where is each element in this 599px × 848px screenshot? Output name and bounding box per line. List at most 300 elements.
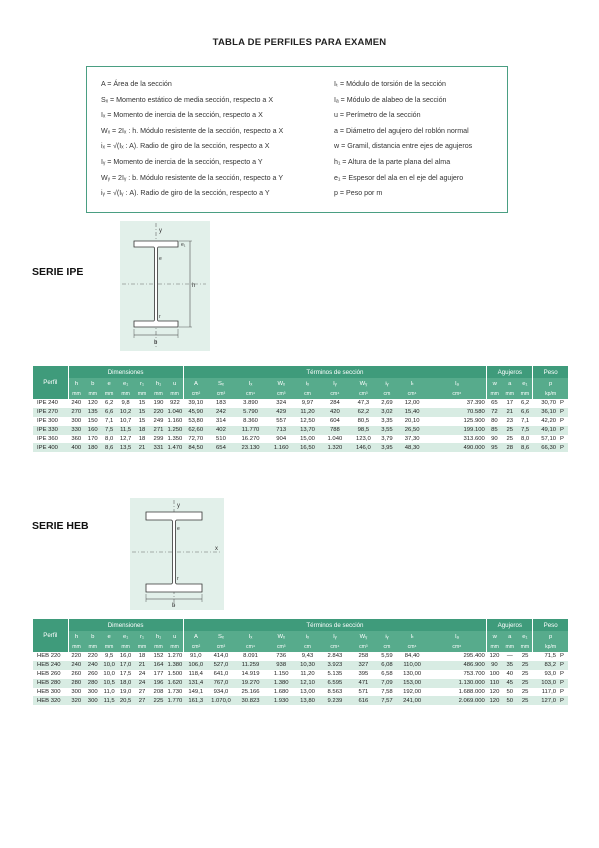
table-cell: P	[558, 426, 568, 435]
table-cell: 5,59	[377, 652, 397, 661]
table-cell: 3,79	[377, 435, 397, 444]
table-row	[33, 417, 568, 426]
table-cell: 13,70	[295, 426, 320, 435]
table-cell: P	[558, 417, 568, 426]
column-symbol: h	[68, 631, 84, 642]
table-cell: 90	[487, 435, 502, 444]
table-cell: 45,90	[183, 408, 208, 417]
table-cell: 95	[487, 443, 502, 452]
column-symbol: r₁	[134, 631, 150, 642]
column-symbol: a	[502, 631, 517, 642]
table-cell: 127,0	[533, 696, 558, 705]
table-cell: 50	[502, 688, 517, 697]
table-cell: 331	[150, 443, 166, 452]
table-cell: 753.700	[427, 670, 486, 679]
column-unit: cm²	[183, 389, 208, 399]
table-cell: 220	[150, 408, 166, 417]
col-header-perfil: Perfil	[33, 619, 68, 652]
table-cell: 24	[134, 679, 150, 688]
table-cell: 11,5	[101, 696, 117, 705]
table-cell: 5.135	[320, 670, 350, 679]
table-cell: 123,0	[350, 435, 377, 444]
table-row	[33, 408, 568, 417]
table-cell: 14.919	[234, 670, 268, 679]
table-cell: 3,35	[377, 417, 397, 426]
table-cell: 19.270	[234, 679, 268, 688]
table-cell: 284	[320, 399, 350, 408]
table-cell: 6,2	[517, 399, 532, 408]
table-cell: 150	[85, 417, 101, 426]
column-symbol: Iₓ	[234, 378, 268, 389]
table-cell: 6.595	[320, 679, 350, 688]
table-cell: 18	[134, 652, 150, 661]
table-cell: 12,00	[397, 399, 428, 408]
table-cell: 146,0	[350, 443, 377, 452]
table-cell: P	[558, 408, 568, 417]
table-cell: 8.360	[234, 417, 268, 426]
legend-item: Iᵧ = Momento de inercia de la sección, respecto a Y	[101, 157, 263, 166]
table-cell: 83,2	[533, 661, 558, 670]
table-cell: 17,5	[117, 670, 133, 679]
table-cell: P	[558, 443, 568, 452]
table-cell: 25	[502, 426, 517, 435]
column-symbol: Iₐ	[427, 631, 486, 642]
table-cell: 300	[68, 688, 84, 697]
table-cell: 30.823	[234, 696, 268, 705]
table-cell: 47,3	[350, 399, 377, 408]
table-cell: 106,0	[183, 661, 208, 670]
table-cell: 19,0	[117, 688, 133, 697]
table-cell: 1.150	[268, 670, 295, 679]
table-cell: 904	[268, 435, 295, 444]
table-row	[33, 696, 568, 705]
table-cell: 7,58	[377, 688, 397, 697]
table-cell: 1.930	[268, 696, 295, 705]
column-unit: mm	[517, 389, 532, 399]
table-cell: 3.890	[234, 399, 268, 408]
table-cell: 118,4	[183, 670, 208, 679]
column-symbol: iᵧ	[377, 378, 397, 389]
legend-item: a = Diámetro del agujero del roblón normal	[334, 126, 469, 135]
table-cell: 152	[150, 652, 166, 661]
table-cell: 13,00	[295, 688, 320, 697]
table-cell: 62,60	[183, 426, 208, 435]
table-cell: P	[558, 661, 568, 670]
table-cell: P	[558, 688, 568, 697]
table-cell: 10,30	[295, 661, 320, 670]
table-cell: 300	[68, 417, 84, 426]
column-symbol: e₁	[117, 378, 133, 389]
table-cell: 1.680	[268, 688, 295, 697]
table-cell: 103,0	[533, 679, 558, 688]
table-cell: 299	[150, 435, 166, 444]
column-symbol: Wₓ	[268, 631, 295, 642]
diagram-label: e₁	[181, 242, 186, 248]
table-cell: 5.790	[234, 408, 268, 417]
profile-name: HEB 240	[33, 661, 68, 670]
table-cell: 7,5	[101, 426, 117, 435]
column-symbol: w	[487, 378, 502, 389]
column-unit: mm	[68, 642, 84, 652]
table-cell: 1.040	[167, 409, 183, 416]
column-symbol: p	[533, 631, 568, 642]
table-cell: 240	[68, 661, 84, 670]
table-cell: 45	[502, 679, 517, 688]
table-cell: 6,2	[101, 399, 117, 408]
column-symbol: A	[183, 378, 208, 389]
ipe-profile-diagram	[120, 221, 210, 351]
table-cell: 160	[85, 426, 101, 435]
table-cell: 420	[320, 408, 350, 417]
legend-item: Iₜ = Módulo de torsión de la sección	[334, 80, 446, 88]
column-symbol: Sₓ	[208, 631, 233, 642]
legend-item: e₁ = Espesor del ala en el eje del agujero	[334, 173, 464, 182]
profile-name: HEB 300	[33, 688, 68, 697]
table-row	[33, 435, 568, 444]
group-header-section-terms: Términos de sección	[183, 366, 487, 378]
column-unit: cm	[295, 389, 320, 399]
table-cell: 1.270	[167, 653, 183, 660]
table-cell: 9,97	[295, 399, 320, 408]
table-cell: 10,5	[101, 679, 117, 688]
column-symbol: Wᵧ	[350, 378, 377, 389]
table-cell: 225	[150, 696, 166, 705]
column-symbol: A	[183, 631, 208, 642]
table-cell: P	[558, 679, 568, 688]
column-symbol: e₁	[517, 631, 532, 642]
column-symbol: Iᵧ	[320, 378, 350, 389]
ipe-section-title: SERIE IPE	[32, 266, 84, 278]
table-cell: 66,30	[533, 443, 558, 452]
page-title: TABLA DE PERFILES PARA EXAMEN	[212, 37, 387, 48]
table-cell: 11.259	[234, 661, 268, 670]
profile-name: HEB 320	[33, 696, 68, 705]
table-cell: 50	[502, 696, 517, 705]
profile-name: IPE 400	[33, 443, 68, 452]
table-cell: 9.239	[320, 696, 350, 705]
profile-name: IPE 330	[33, 426, 68, 435]
column-unit: cm⁶	[427, 642, 486, 652]
table-cell: 15	[134, 399, 150, 408]
column-unit: mm	[487, 389, 502, 399]
table-cell: 10,2	[117, 408, 133, 417]
column-symbol: b	[85, 378, 101, 389]
table-cell: 72,70	[183, 435, 208, 444]
column-symbol: Wᵧ	[350, 631, 377, 642]
table-cell: 100	[487, 670, 502, 679]
table-cell: 922	[167, 399, 183, 408]
heb-section-title: SERIE HEB	[32, 520, 89, 532]
profile-name: IPE 300	[33, 417, 68, 426]
table-cell: 1.350	[167, 436, 183, 442]
table-cell: P	[558, 696, 568, 705]
table-cell: 190	[150, 399, 166, 408]
column-unit: cm³	[268, 642, 295, 652]
table-cell: 9,8	[117, 399, 133, 408]
table-row	[33, 661, 568, 670]
heb-profile-diagram	[130, 498, 224, 610]
profile-name: IPE 240	[33, 399, 68, 408]
table-cell: 84,40	[397, 652, 428, 661]
table-cell: 1.620	[167, 680, 183, 687]
diagram-label: r	[177, 576, 179, 582]
table-cell: 220	[85, 652, 101, 661]
table-cell: 164	[150, 661, 166, 670]
table-cell: 18	[134, 426, 150, 435]
table-cell: 240	[85, 661, 101, 670]
table-cell: 130,00	[397, 670, 428, 679]
table-cell: 149,1	[183, 688, 208, 697]
table-cell: 23.130	[234, 443, 268, 452]
table-cell: 260	[85, 670, 101, 679]
table-cell: 7,5	[517, 426, 532, 435]
table-cell: 616	[350, 696, 377, 705]
table-cell: 27	[134, 688, 150, 697]
column-symbols-row	[33, 378, 568, 389]
table-cell: 938	[268, 661, 295, 670]
column-symbol: e	[101, 631, 117, 642]
group-header-dimensions: Dimensiones	[68, 619, 183, 631]
table-cell: 15	[134, 408, 150, 417]
table-cell: 23	[502, 417, 517, 426]
table-cell: 8,0	[517, 435, 532, 444]
column-unit: mm	[85, 642, 101, 652]
diagram-label: x	[215, 546, 218, 552]
table-cell: 314	[208, 417, 233, 426]
column-symbol: Iₜ	[397, 631, 428, 642]
table-cell: 1.320	[320, 443, 350, 452]
table-cell: P	[558, 652, 568, 661]
legend-item: A = Área de la sección	[101, 80, 172, 88]
table-cell: 1.130.000	[427, 679, 486, 688]
column-symbols-row	[33, 631, 568, 642]
table-cell: 10,0	[101, 670, 117, 679]
table-cell: 16.270	[234, 435, 268, 444]
table-cell: 2.069.000	[427, 696, 486, 705]
table-cell: 39,10	[183, 399, 208, 408]
group-header-dimensions: Dimensiones	[68, 366, 183, 378]
column-unit: cm⁴	[397, 389, 428, 399]
table-cell: 25	[502, 435, 517, 444]
table-cell: 241,00	[397, 696, 428, 705]
table-cell: 91,0	[183, 652, 208, 661]
table-cell: 177	[150, 670, 166, 679]
table-cell: 300	[85, 688, 101, 697]
table-cell: 490.000	[427, 443, 486, 452]
table-cell: 16,50	[295, 443, 320, 452]
table-cell: 25	[517, 688, 532, 697]
table-cell: 713	[268, 426, 295, 435]
diagram-label: y	[159, 228, 162, 234]
legend-item: p = Peso por m	[334, 189, 383, 198]
legend-right-column	[334, 77, 472, 202]
table-cell: 11.770	[234, 426, 268, 435]
table-cell: 120	[487, 696, 502, 705]
column-unit: mm	[117, 389, 133, 399]
column-unit: mm	[101, 642, 117, 652]
table-cell: 414,0	[208, 652, 233, 661]
table-cell: 767,0	[208, 679, 233, 688]
table-cell: 199.100	[427, 426, 486, 435]
table-cell: 11,5	[117, 426, 133, 435]
table-cell: 20,10	[397, 417, 428, 426]
table-cell: 65	[487, 399, 502, 408]
table-cell: 170	[85, 435, 101, 444]
column-symbol: iᵧ	[377, 631, 397, 642]
table-row	[33, 688, 568, 697]
table-cell: 27	[134, 696, 150, 705]
table-cell: 1.160	[167, 418, 183, 425]
table-cell: 25.166	[234, 688, 268, 697]
column-unit: cm³	[208, 389, 233, 399]
table-cell: 72	[487, 408, 502, 417]
legend-item: Iₓ = Momento de inercia de la sección, respecto a X	[101, 111, 263, 120]
table-cell: 15,00	[295, 435, 320, 444]
profile-name: HEB 280	[33, 679, 68, 688]
ipe-table	[33, 366, 568, 452]
table-cell: 125.900	[427, 417, 486, 426]
table-cell: 242	[208, 408, 233, 417]
profile-name: HEB 260	[33, 670, 68, 679]
column-unit: mm	[85, 389, 101, 399]
column-symbol: iₓ	[295, 378, 320, 389]
profile-name: HEB 220	[33, 652, 68, 661]
column-unit: cm⁴	[320, 389, 350, 399]
column-symbol: h₁	[150, 631, 166, 642]
table-cell: 11,20	[295, 408, 320, 417]
table-cell: 300	[85, 696, 101, 705]
column-unit: mm	[101, 389, 117, 399]
column-symbol: Wₓ	[268, 378, 295, 389]
column-unit: cm	[295, 642, 320, 652]
table-cell: 131,4	[183, 679, 208, 688]
column-unit: mm	[150, 642, 166, 652]
column-unit: cm²	[183, 642, 208, 652]
table-row	[33, 670, 568, 679]
legend-item: Sₓ = Momento estático de media sección, respecto a X	[101, 95, 274, 104]
table-cell: 1.730	[167, 689, 183, 695]
table-cell: 13,80	[295, 696, 320, 705]
table-cell: 486.900	[427, 661, 486, 670]
table-cell: 6,6	[517, 408, 532, 417]
table-cell: 80	[487, 417, 502, 426]
column-symbol: u	[167, 378, 183, 389]
table-cell: 7,1	[517, 417, 532, 426]
table-cell: 18,0	[117, 679, 133, 688]
table-cell: 153,00	[397, 679, 428, 688]
table-cell: 62,2	[350, 408, 377, 417]
column-symbol: Iₜ	[397, 378, 428, 389]
column-symbol: e₁	[117, 631, 133, 642]
table-cell: 93,0	[533, 670, 558, 679]
legend-item: iₓ = √(Iₓ : A). Radio de giro de la sección, respecto a X	[101, 142, 270, 151]
table-cell: 1.070,0	[208, 696, 233, 705]
diagram-label: r	[159, 314, 161, 320]
table-cell: 324	[268, 399, 295, 408]
column-symbol: u	[167, 631, 183, 642]
column-unit: cm³	[350, 642, 377, 652]
table-cell: 527,0	[208, 661, 233, 670]
table-cell: 240	[68, 399, 84, 408]
column-unit: kp/m	[533, 389, 568, 399]
table-cell: 49,10	[533, 426, 558, 435]
table-cell: 1.380	[268, 679, 295, 688]
table-cell: 84,50	[183, 443, 208, 452]
table-cell: 400	[68, 443, 84, 452]
table-cell: 17	[502, 399, 517, 408]
column-unit: mm	[517, 642, 532, 652]
heb-table	[33, 619, 568, 705]
diagram-label: b	[172, 603, 176, 609]
table-cell: 7,1	[101, 417, 117, 426]
table-cell: 135	[85, 408, 101, 417]
table-cell: 70.580	[427, 408, 486, 417]
table-cell: 604	[320, 417, 350, 426]
table-row	[33, 399, 568, 408]
ipe-table-body	[33, 399, 568, 452]
profile-name: IPE 360	[33, 435, 68, 444]
table-cell: 21	[134, 443, 150, 452]
table-cell: 13,5	[117, 443, 133, 452]
legend-item: Wᵧ = 2Iᵧ : b. Módulo resistente de la sección, respecto a Y	[101, 173, 284, 182]
table-cell: 6,58	[377, 670, 397, 679]
table-cell: 9,5	[101, 652, 117, 661]
table-cell: 1.040	[320, 435, 350, 444]
table-cell: 11,20	[295, 670, 320, 679]
table-cell: 37,30	[397, 435, 428, 444]
column-symbol: p	[533, 378, 568, 389]
table-cell: 271	[150, 426, 166, 435]
table-cell: 25	[517, 652, 532, 661]
legend-item: Wₓ = 2Iₓ : h. Módulo resistente de la sección, respecto a X	[101, 126, 284, 135]
column-unit: cm	[377, 642, 397, 652]
table-cell: 2.843	[320, 652, 350, 661]
group-header-section-terms: Términos de sección	[183, 619, 487, 631]
table-cell: 18	[134, 435, 150, 444]
table-cell: 21	[502, 408, 517, 417]
table-cell: 16,0	[117, 652, 133, 661]
legend-item: iᵧ = √(Iᵧ : A). Radio de giro de la sección, respecto a Y	[101, 189, 270, 198]
table-row	[33, 652, 568, 661]
table-cell: 9,43	[295, 652, 320, 661]
table-cell: 2,69	[377, 399, 397, 408]
diagram-label: h	[192, 283, 196, 289]
table-cell: 11,0	[101, 688, 117, 697]
table-cell: 320	[68, 696, 84, 705]
table-cell: 196	[150, 679, 166, 688]
column-unit: cm	[377, 389, 397, 399]
column-symbol: b	[85, 631, 101, 642]
legend-item: h₁ = Altura de la parte plana del alma	[334, 157, 451, 166]
column-unit: mm	[150, 389, 166, 399]
heb-table-body	[33, 652, 568, 705]
column-unit: cm⁴	[397, 642, 428, 652]
table-cell: 208	[150, 688, 166, 697]
column-unit: cm³	[268, 389, 295, 399]
table-cell: 37.390	[427, 399, 486, 408]
column-symbol: e₁	[517, 378, 532, 389]
table-cell: 180	[85, 443, 101, 452]
table-cell: 1.688.000	[427, 688, 486, 697]
column-unit: mm	[134, 642, 150, 652]
table-cell: 6,6	[101, 408, 117, 417]
table-cell: 395	[350, 670, 377, 679]
table-cell: 20,5	[117, 696, 133, 705]
column-unit: cm⁴	[320, 642, 350, 652]
table-cell: 295.400	[427, 652, 486, 661]
column-unit: mm	[502, 642, 517, 652]
table-cell: 10,7	[117, 417, 133, 426]
